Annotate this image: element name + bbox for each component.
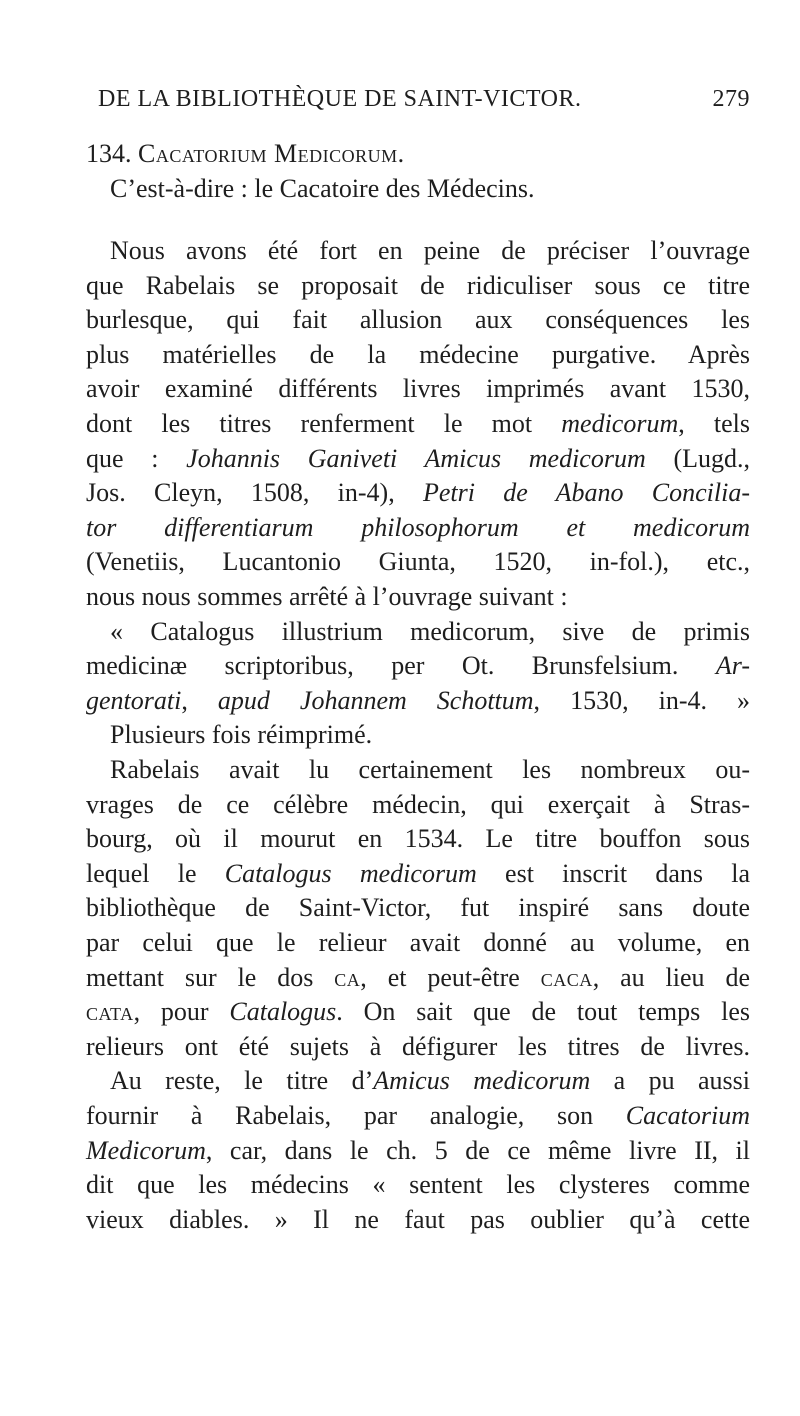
italic-segment: medicorum: [561, 409, 679, 438]
entry-title: Cacatorium Medicorum.: [138, 139, 405, 168]
italic-segment: Catalogus: [229, 997, 337, 1026]
text-line: Rabelais avait lu certainement les nombreux ou-: [110, 755, 750, 784]
text-line: par celui que le relieur avait donné au volume, en: [86, 928, 750, 957]
text-line: [86, 1133, 750, 1169]
text-segment: ,: [181, 686, 218, 715]
text-line: dit que les médecins « sentent les clysteres comme: [86, 1170, 750, 1199]
italic-segment: Medicorum: [86, 1136, 206, 1165]
text-segment: Jos. Cleyn, 1508, in-4),: [86, 478, 423, 507]
small-caps-segment: caca: [540, 963, 593, 992]
page-number: 279: [712, 86, 750, 112]
text-segment: (Lugd.,: [645, 444, 750, 473]
text-line: [86, 856, 750, 892]
text-line: bibliothèque de Saint-Victor, fut inspiré sans doute: [86, 893, 750, 922]
italic-segment: Amicus medicorum: [373, 1066, 591, 1095]
text-line: (Venetiis, Lucantonio Giunta, 1520, in-fol.), etc.,: [86, 547, 750, 576]
running-head: [88, 86, 750, 120]
text-segment: que :: [86, 444, 187, 473]
text-segment: fournir à Rabelais, par analogie, son: [86, 1101, 626, 1130]
text-line: Nous avons été fort en peine de préciser l’ouvrage: [110, 236, 750, 265]
text-segment: dont les titres renferment le mot: [86, 409, 562, 438]
italic-segment: Cacatorium: [625, 1101, 750, 1130]
italic-segment: Catalogus medicorum: [224, 859, 477, 888]
text-segment: est inscrit dans la: [476, 859, 751, 888]
text-line: [86, 441, 750, 477]
text-segment: , car, dans le ch. 5 de ce même livre II, il: [205, 1136, 750, 1165]
text-line: vieux diables. » Il ne faut pas oublier qu’à cette: [86, 1205, 750, 1234]
text-line: [86, 406, 750, 442]
small-caps-segment: cata: [86, 997, 134, 1026]
text-line: [86, 648, 750, 684]
text-line: nous nous sommes arrêté à l’ouvrage suivant :: [86, 582, 568, 611]
text-line: vrages de ce célèbre médecin, qui exerçait à Stras-: [86, 790, 750, 819]
text-line: tor differentiarum philosophorum et medicorum: [86, 513, 750, 542]
text-line: [86, 683, 750, 719]
entry-heading: [86, 136, 750, 172]
text-line: [86, 994, 750, 1030]
text-line: [86, 960, 750, 996]
italic-segment: gentorati: [86, 686, 182, 715]
text-line: [86, 475, 750, 511]
italic-segment: apud Johannem Schottum: [217, 686, 534, 715]
text-segment: medicinæ scriptoribus, per Ot. Brunsfelsium.: [86, 651, 716, 680]
text-segment: , 1530, in-4. »: [533, 686, 750, 715]
running-head-title: DE LA BIBLIOTHÈQUE DE SAINT-VICTOR.: [98, 86, 582, 112]
text-line: [86, 1098, 750, 1134]
text-segment: mettant sur le dos: [86, 963, 335, 992]
italic-segment: Ar-: [715, 651, 750, 680]
italic-segment: Petri de Abano Concilia-: [423, 478, 750, 507]
text-segment: lequel le: [86, 859, 225, 888]
text-segment: , et peut-être: [360, 963, 541, 992]
text-segment: Au reste, le titre d’: [110, 1066, 374, 1095]
text-line: plus matérielles de la médecine purgative. Après: [86, 340, 750, 369]
text-segment: , pour: [133, 997, 230, 1026]
small-caps-segment: ca: [334, 963, 361, 992]
italic-segment: Johannis Ganiveti Amicus medicorum: [186, 444, 646, 473]
text-line: relieurs ont été sujets à défigurer les titres de livres.: [86, 1032, 750, 1061]
text-segment: , au lieu de: [592, 963, 750, 992]
entry-translation: C’est-à-dire : le Cacatoire des Médecins.: [110, 174, 535, 203]
text-segment: . On sait que de tout temps les: [336, 997, 750, 1026]
text-line: bourg, où il mourut en 1534. Le titre bouffon sous: [86, 824, 750, 853]
text-segment: , tels: [678, 409, 750, 438]
text-line: Plusieurs fois réimprimé.: [110, 720, 373, 749]
text-line: burlesque, qui fait allusion aux conséquences les: [86, 305, 750, 334]
text-line: « Catalogus illustrium medicorum, sive de primis: [110, 617, 750, 646]
text-line: [110, 1063, 750, 1099]
text-segment: a pu aussi: [590, 1066, 751, 1095]
entry-number: 134.: [86, 139, 132, 168]
text-line: que Rabelais se proposait de ridiculiser sous ce titre: [86, 271, 750, 300]
text-line: avoir examiné différents livres imprimés avant 1530,: [86, 374, 750, 403]
